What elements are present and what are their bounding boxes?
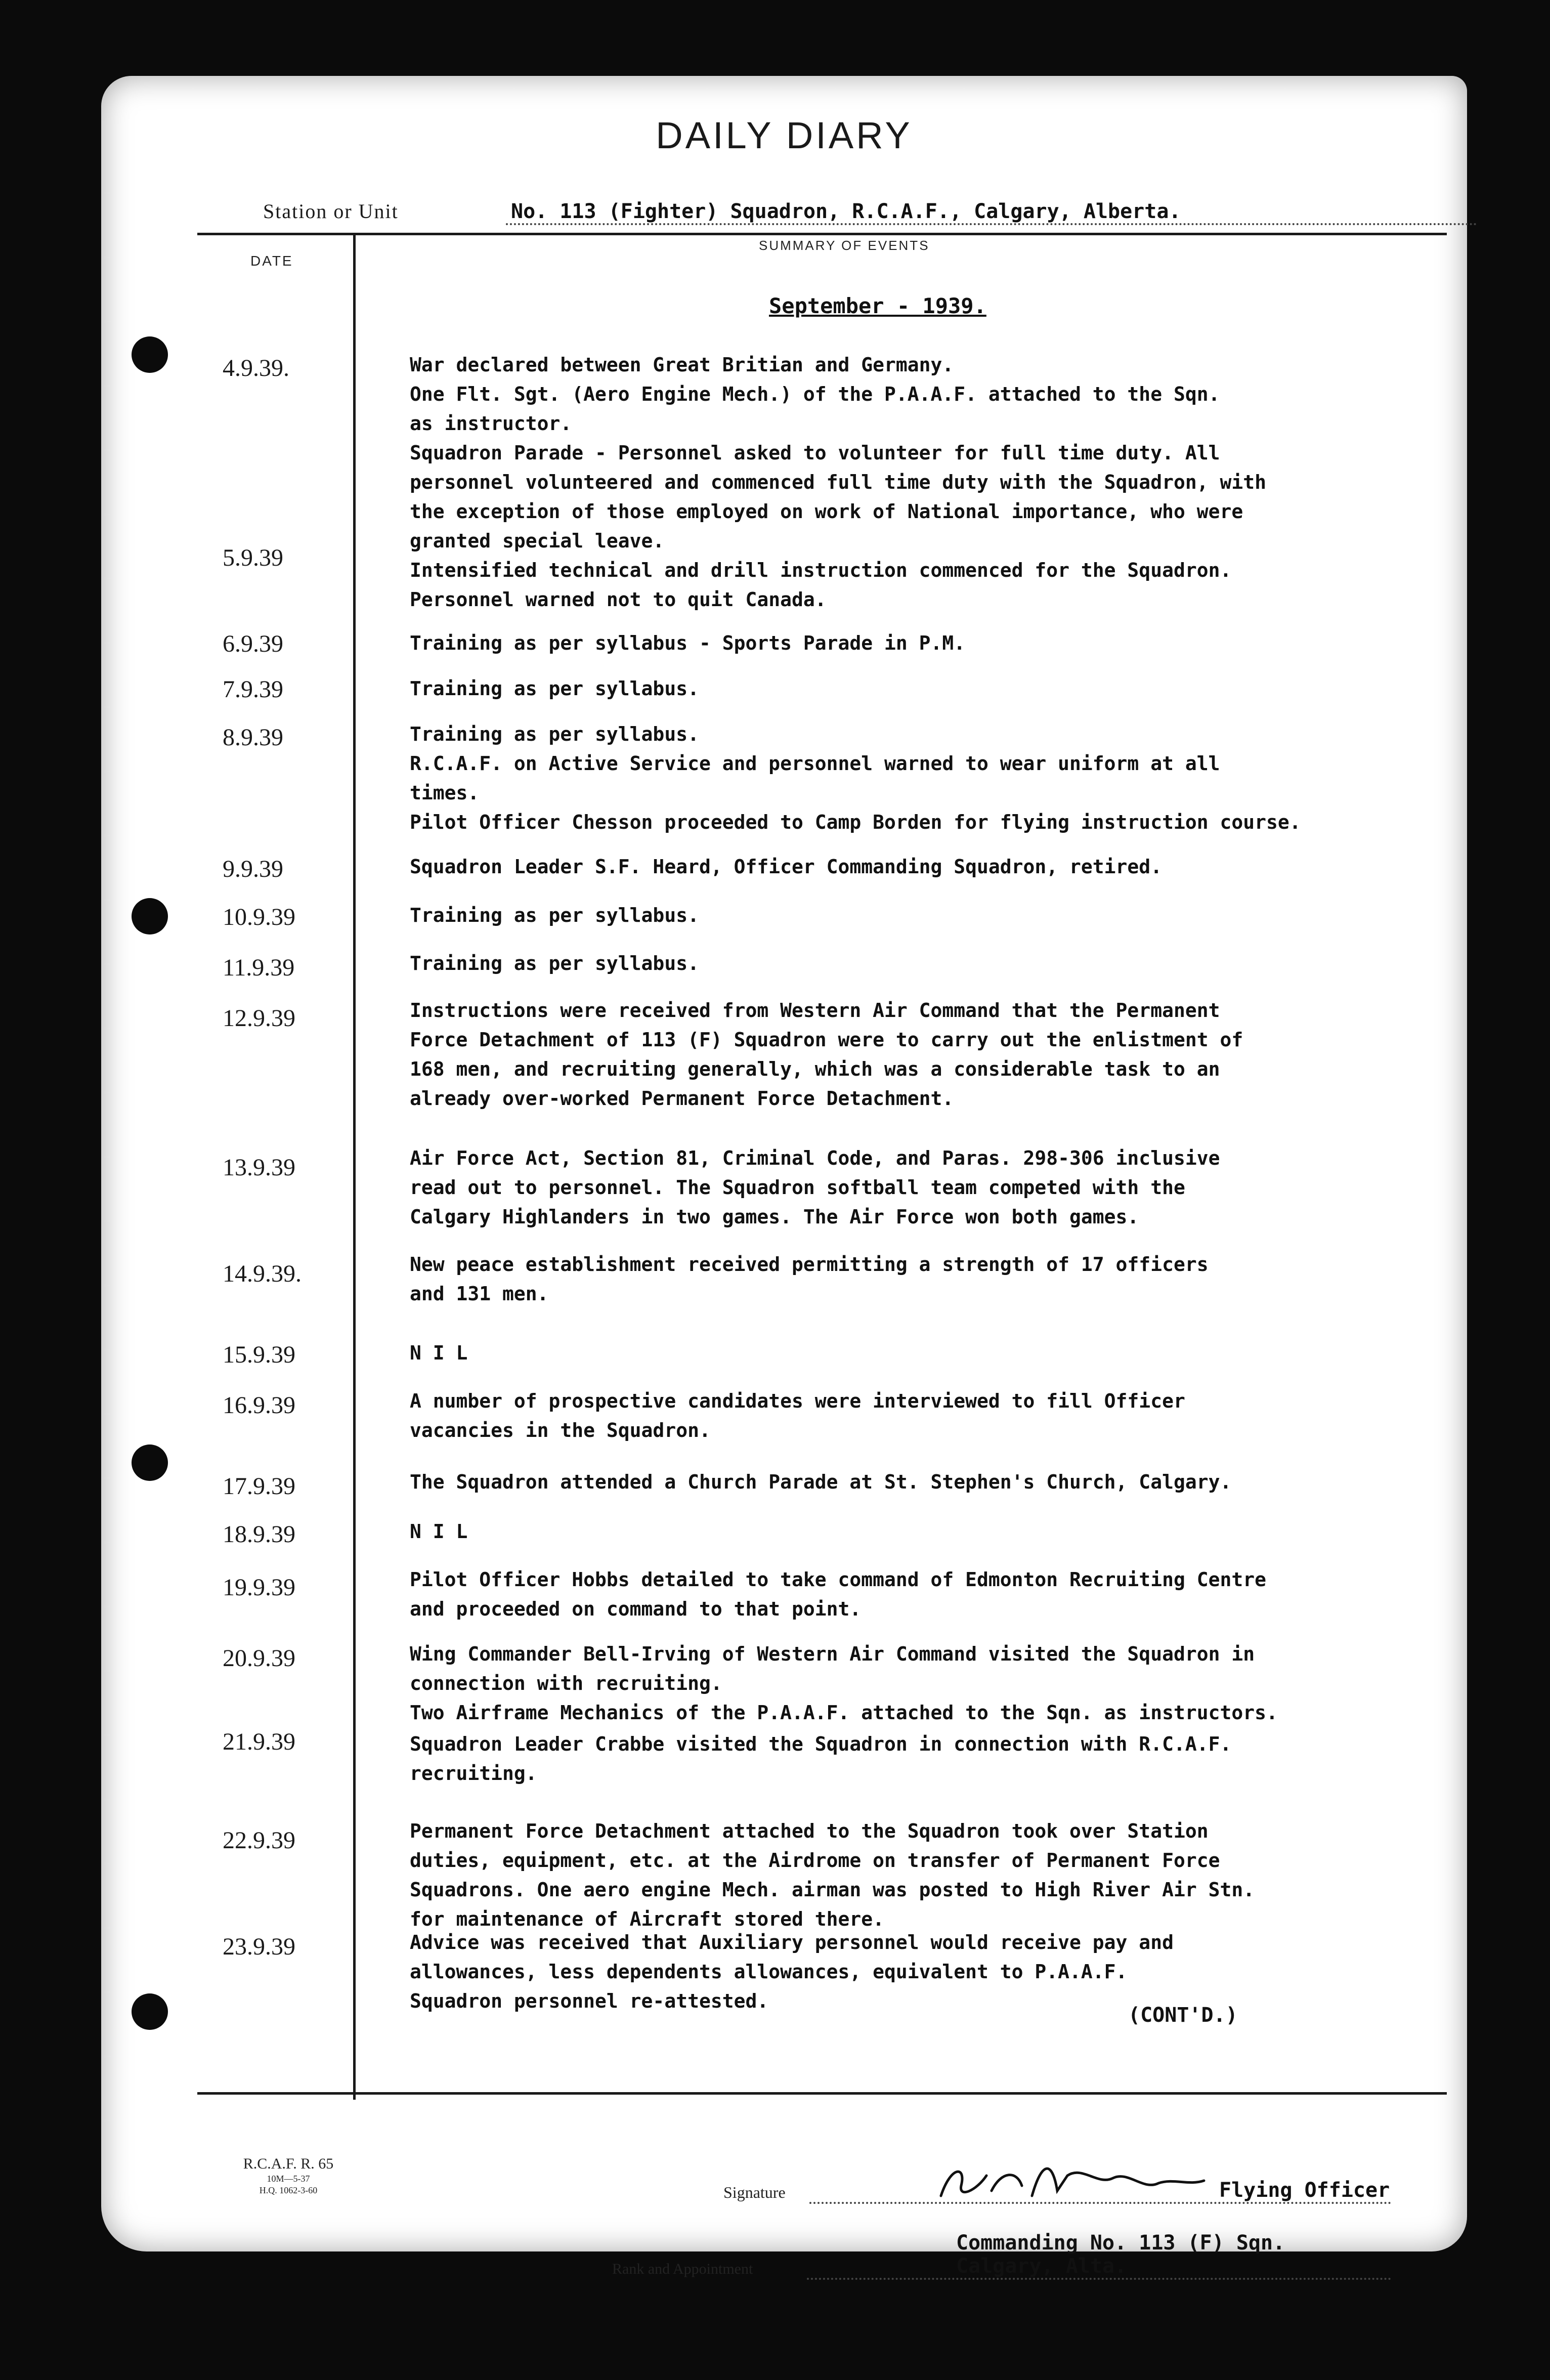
entry-date: 14.9.39.	[223, 1260, 302, 1287]
rank-dotted-line	[807, 2278, 1391, 2280]
entry-date: 9.9.39	[223, 856, 283, 882]
diary-page	[101, 76, 1467, 2278]
entry-date: 8.9.39	[223, 724, 283, 751]
signature-title: Flying Officer	[1219, 2179, 1390, 2202]
rank-value: Commanding No. 113 (F) Sqn. Calgary, Alta.	[956, 2231, 1285, 2278]
continued-note: (CONT'D.)	[1128, 2004, 1238, 2027]
rank-label: Rank and Appointment	[612, 2261, 753, 2277]
entry-text: Squadron Leader Crabbe visited the Squadron in connection with R.C.A.F. recruiting.	[410, 1733, 1232, 1784]
entry-date: 17.9.39	[223, 1473, 295, 1500]
entry-text: New peace establishment received permitting a strength of 17 officers and 131 men.	[410, 1253, 1209, 1305]
entry-date: 19.9.39	[223, 1574, 295, 1601]
page-title: DAILY DIARY	[656, 114, 913, 156]
entry-text: Permanent Force Detachment attached to the Squadron took over Station duties, equipment, etc. at the Airdrome on transfer of Permanent Force Squadrons. One aero engine Mech. airman was posted to High River Air Stn. for maintenance of Aircraft stored there.	[410, 1820, 1255, 1930]
diary-entries	[101, 76, 1467, 2251]
form-print-run: 10M—5-37	[267, 2174, 310, 2184]
entry-date: 21.9.39	[223, 1728, 295, 1755]
entry-date: 4.9.39.	[223, 355, 289, 381]
entry-text: Advice was received that Auxiliary personnel would receive pay and allowances, less dependents allowances, equivalent to P.A.A.F. Squadron personnel re-attested.	[410, 1931, 1174, 2012]
form-hq-number: H.Q. 1062-3-60	[259, 2185, 318, 2195]
entry-date: 18.9.39	[223, 1521, 295, 1548]
entry-date: 6.9.39	[223, 630, 283, 657]
entry-text: Training as per syllabus.	[410, 677, 699, 700]
entry-text: Training as per syllabus - Sports Parade in P.M.	[410, 632, 966, 654]
entry-text: War declared between Great Britian and Germany. One Flt. Sgt. (Aero Engine Mech.) of the P.A.A.F. attached to the Sqn. as instructor. Squadron Parade - Personnel asked to volunteer for full time duty. All personnel volunteered and commenced full time duty with the Squadron, with the exception of those employed on work of National importance, who were granted special leave.	[410, 354, 1266, 552]
entry-text: Intensified technical and drill instruction commenced for the Squadron. Personnel warned not to quit Canada.	[410, 559, 1232, 611]
summary-column-header: SUMMARY OF EVENTS	[759, 238, 930, 253]
entry-text: Training as per syllabus.	[410, 952, 699, 974]
entry-date: 11.9.39	[223, 954, 295, 981]
date-column-header: DATE	[250, 253, 293, 269]
entry-text: Wing Commander Bell-Irving of Western Air Command visited the Squadron in connection with recruiting. Two Airframe Mechanics of the P.A.A.F. attached to the Sqn. as instructors.	[410, 1643, 1278, 1724]
entry-date: 10.9.39	[223, 904, 295, 930]
entry-text: A number of prospective candidates were interviewed to fill Officer vacancies in the Squadron.	[410, 1390, 1185, 1441]
entry-date: 7.9.39	[223, 676, 283, 703]
entry-text: Instructions were received from Western Air Command that the Permanent Force Detachment of 113 (F) Squadron were to carry out the enlistment of 168 men, and recruiting generally, which was a considerable task to an already over-worked Permanent Force Detachment.	[410, 999, 1243, 1110]
entry-text: N I L	[410, 1520, 468, 1543]
entry-date: 15.9.39	[223, 1341, 295, 1368]
entry-date: 16.9.39	[223, 1392, 295, 1419]
entry-date: 20.9.39	[223, 1645, 295, 1672]
month-heading: September - 1939.	[769, 293, 986, 318]
station-value: No. 113 (Fighter) Squadron, R.C.A.F., Calgary, Alberta.	[511, 200, 1181, 223]
entry-date: 22.9.39	[223, 1827, 295, 1854]
station-label: Station or Unit	[263, 200, 399, 223]
entry-text: Squadron Leader S.F. Heard, Officer Commanding Squadron, retired.	[410, 856, 1162, 878]
entry-text: Training as per syllabus. R.C.A.F. on Active Service and personnel warned to wear uniform at all times. Pilot Officer Chesson proceeded to Camp Borden for flying instruction course.	[410, 723, 1301, 833]
entry-date: 12.9.39	[223, 1005, 295, 1032]
signature-row	[723, 2176, 1391, 2206]
rank-row	[612, 2231, 1391, 2282]
form-identifier	[223, 2155, 354, 2196]
entry-text: Training as per syllabus.	[410, 904, 699, 926]
form-code: R.C.A.F. R. 65	[243, 2155, 334, 2172]
entry-text: N I L	[410, 1342, 468, 1364]
entry-date: 13.9.39	[223, 1154, 295, 1181]
signature-label: Signature	[723, 2183, 786, 2201]
entry-text: Air Force Act, Section 81, Criminal Code, and Paras. 298-306 inclusive read out to personnel. The Squadron softball team competed with the Calgary Highlanders in two games. The Air Force won both games.	[410, 1147, 1220, 1228]
entry-text: The Squadron attended a Church Parade at St. Stephen's Church, Calgary.	[410, 1471, 1232, 1493]
entry-date: 23.9.39	[223, 1933, 295, 1960]
entry-text: Pilot Officer Hobbs detailed to take command of Edmonton Recruiting Centre and proceeded on command to that point.	[410, 1568, 1266, 1620]
handwritten-signature	[931, 2155, 1214, 2211]
entry-date: 5.9.39	[223, 544, 283, 571]
